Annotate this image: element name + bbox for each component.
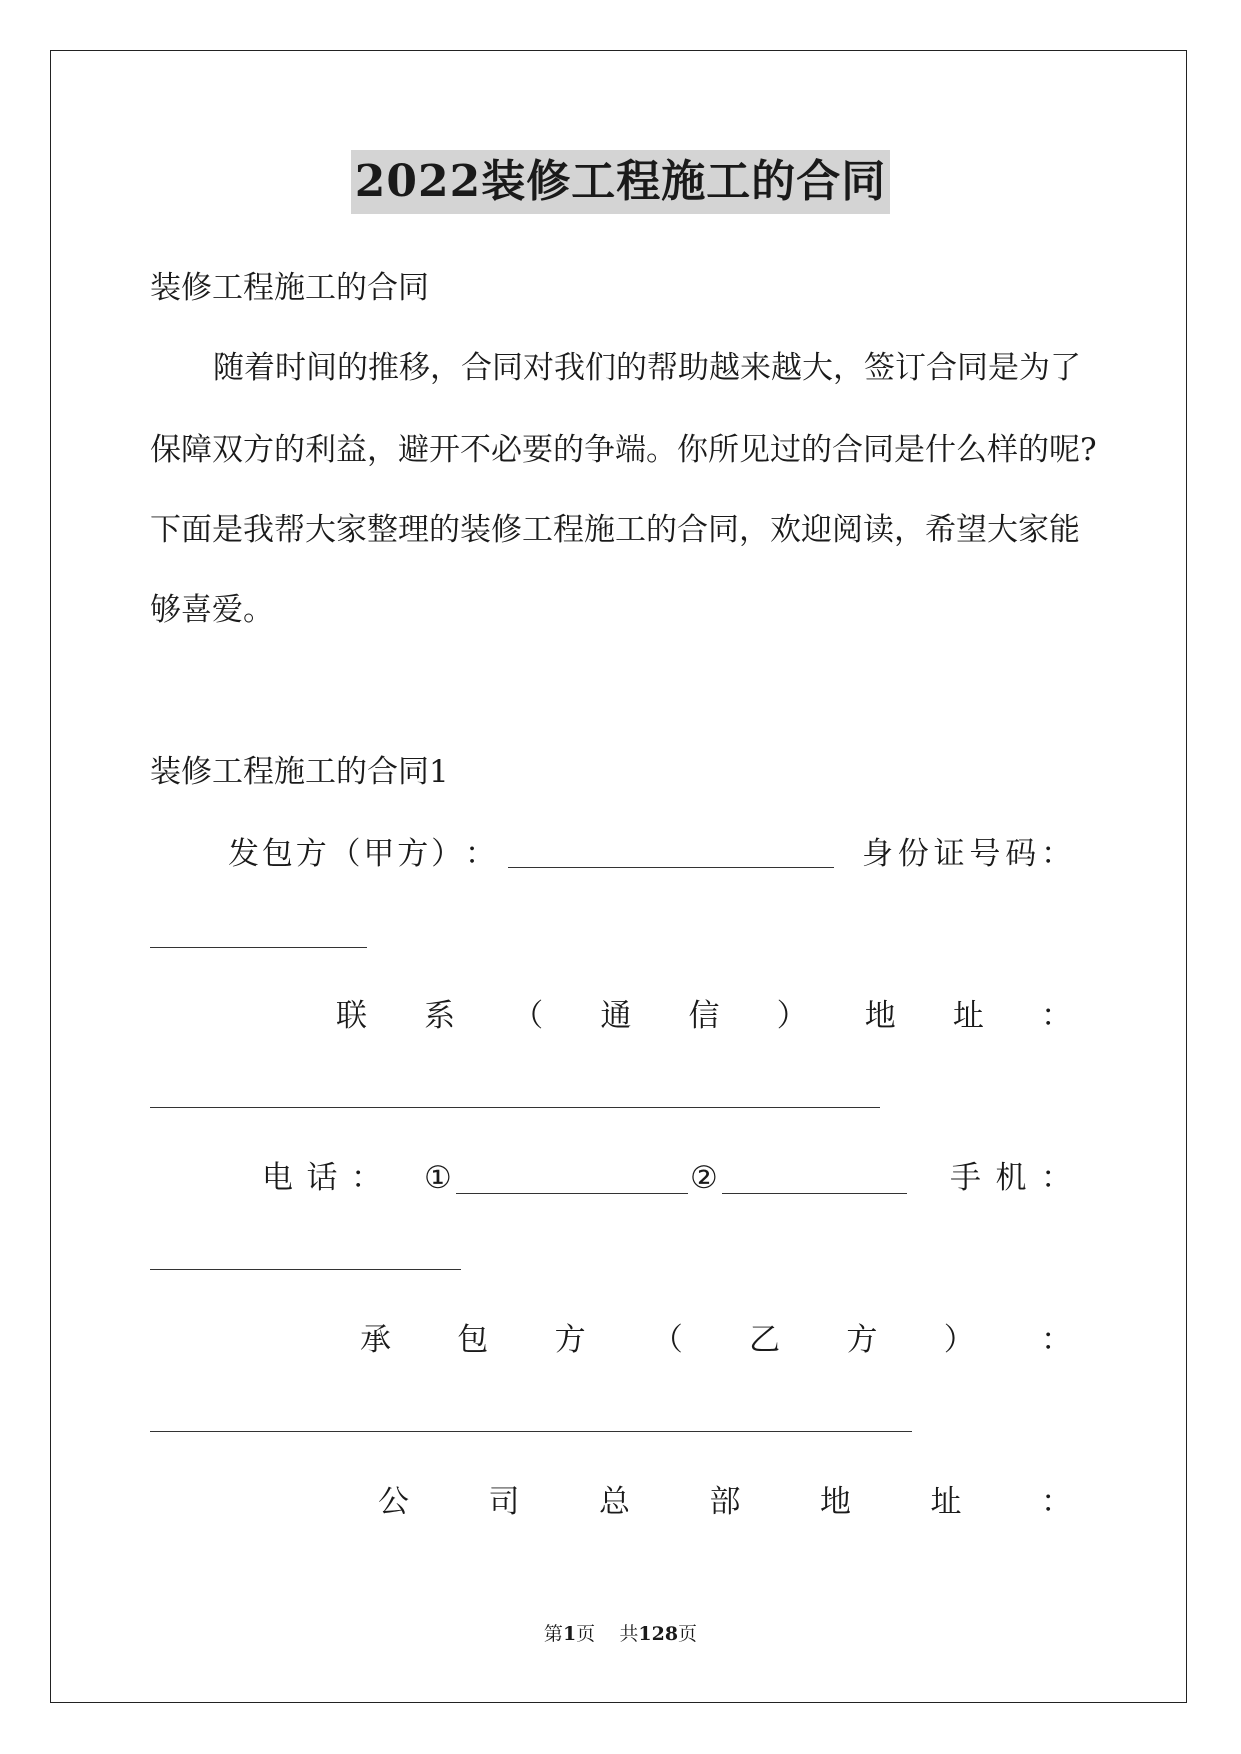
party-b-label: 承 包 方 （ 乙 方 ） ： <box>360 1322 1072 1358</box>
party-a-id-field[interactable] <box>150 947 367 948</box>
contact-address-field[interactable] <box>150 1107 880 1108</box>
phone-label: 电 话 ： <box>262 1160 382 1196</box>
intro-line-1: 随着时间的推移，合同对我们的帮助越来越大，签订合同是为了 <box>213 350 1081 386</box>
contact-address-label: 联 系 （ 通 信 ） 地 址 ： <box>336 998 1072 1034</box>
contract-subtitle: 装修工程施工的合同 <box>150 270 429 306</box>
party-a-id-label: 身 份 证 号 码 ： <box>862 836 1072 872</box>
total-pages: 128 <box>638 1623 679 1645</box>
mobile-label: 手 机 ： <box>950 1160 1072 1196</box>
intro-line-3: 下面是我帮大家整理的装修工程施工的合同，欢迎阅读，希望大家能 <box>150 512 1080 548</box>
phone-field-1[interactable] <box>456 1193 688 1194</box>
document-title: 2022装修工程施工的合同 <box>351 150 890 214</box>
phone-mark-2: ② <box>690 1160 718 1196</box>
page-number: 1 <box>562 1623 577 1645</box>
party-b-field[interactable] <box>150 1431 912 1432</box>
hq-address-label: 公 司 总 部 地 址 ： <box>378 1484 1072 1520</box>
page-footer: 第1页 共128页 <box>543 1623 698 1645</box>
intro-line-4: 够喜爱。 <box>150 592 274 628</box>
section-heading: 装修工程施工的合同1 <box>150 754 449 790</box>
party-a-label: 发 包 方 （ 甲 方 ） ： <box>228 836 496 872</box>
phone-mark-1: ① <box>424 1160 452 1196</box>
party-a-name-field[interactable] <box>508 867 834 868</box>
phone-field-2[interactable] <box>722 1193 907 1194</box>
intro-line-2: 保障双方的利益，避开不必要的争端。你所见过的合同是什么样的呢? <box>150 432 1097 468</box>
mobile-field[interactable] <box>150 1269 461 1270</box>
